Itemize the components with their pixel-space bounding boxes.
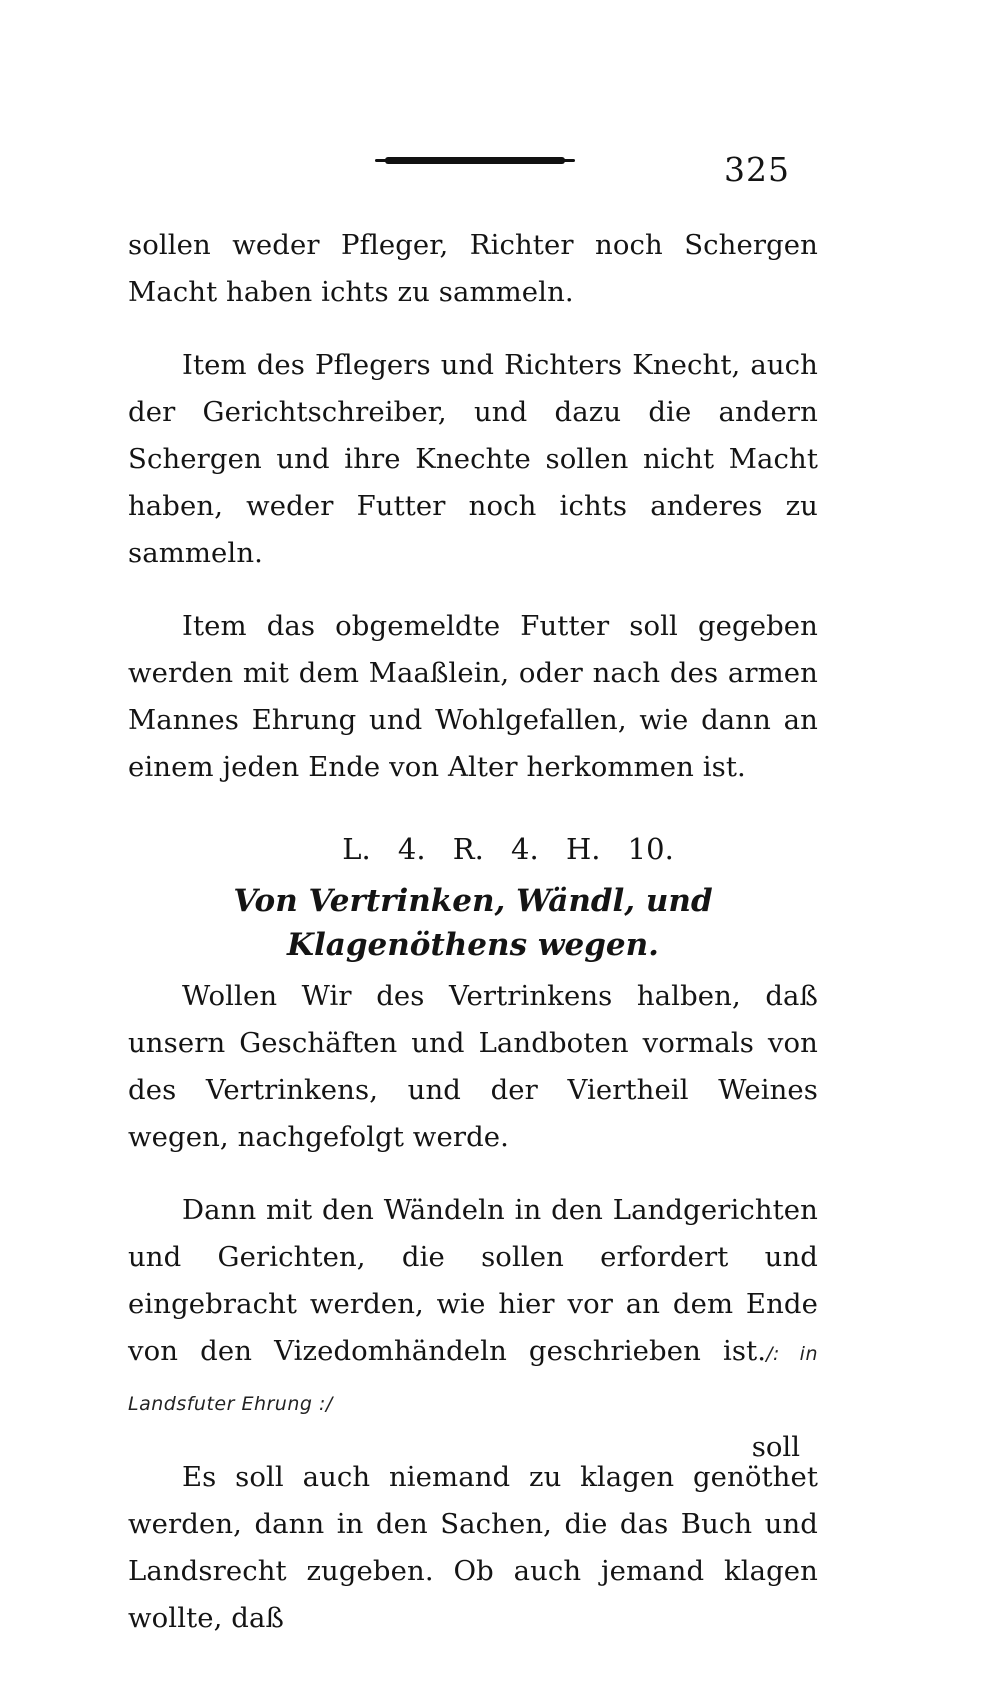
paragraph-waendel-text: Dann mit den Wändeln in den Landgerichten und Gerichten, die sollen erfordert und eingebracht werden, wie hier vor an dem Ende von den Vizedomhändeln geschrieben ist. [128, 1194, 818, 1367]
section-title: Von Vertrinken, Wändl, und Klagenöthens wegen. [233, 883, 713, 963]
handwritten-annotation: /: in Landsfuter Ehrung :/ [128, 1343, 818, 1415]
body-text [128, 222, 818, 1642]
paragraph-futter: Item das obgemeldte Futter soll gegeben werden mit dem Maaßlein, oder nach des armen Mannes Ehrung und Wohlgefallen, wie dann an einem jeden Ende von Alter herkommen ist. [128, 610, 818, 783]
header-rule [385, 157, 565, 164]
paragraph-continued: sollen weder Pfleger, Richter noch Schergen Macht haben ichts zu sammeln. [128, 229, 818, 308]
paragraph-klagen: Es soll auch niemand zu klagen genöthet werden, dann in den Sachen, die das Buch und Landsrecht zugeben. Ob auch jemand klagen wollte, daß [128, 1461, 818, 1634]
page-number: 325 [724, 150, 790, 189]
catchword: soll [751, 1431, 800, 1463]
section-number: L. 4. R. 4. H. 10. [342, 832, 674, 866]
paragraph-vertrinken: Wollen Wir des Vertrinkens halben, daß unsern Geschäften und Landboten vormals von des Vertrinkens, und der Viertheil Weines wegen, nachgefolgt werde. [128, 980, 818, 1153]
paragraph-pfleger-knecht: Item des Pflegers und Richters Knecht, auch der Gerichtschreiber, und dazu die andern Schergen und ihre Knechte sollen nicht Macht haben, weder Futter noch ichts anderes zu sammeln. [128, 349, 818, 569]
paragraph-waendel [128, 1187, 818, 1428]
